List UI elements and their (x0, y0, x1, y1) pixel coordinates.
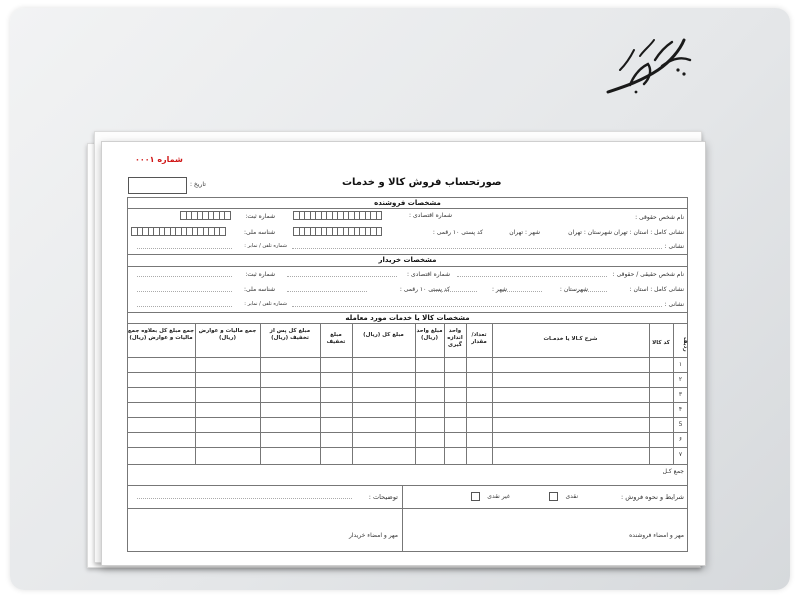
seller-postal-boxes[interactable] (294, 227, 382, 236)
seller-postal-label: کد پستی ۱۰ رقمی : (432, 229, 483, 236)
seller-registration-label: شماره ثبت: (245, 213, 275, 220)
row-number-3: ۳ (678, 391, 683, 398)
terms-label: شرایط و نحوه فروش : (621, 493, 684, 501)
seller-name-label: نام شخص حقوقی : (635, 214, 684, 221)
col-qty: تعداد/ مقدار (471, 332, 487, 345)
cash-label: نقدی (565, 493, 578, 500)
invoice-number: شماره ۰۰۰۱ (135, 155, 183, 164)
seller-national-id-boxes[interactable] (132, 227, 226, 236)
seller-signature-label: مهر و امضاء فروشنده (629, 532, 684, 539)
items-header: مشخصات کالا یا خدمات مورد معامله (345, 314, 470, 322)
col-after-discount: مبلغ کل پس از تخفیف (ریال) (269, 328, 311, 341)
seller-economic-label: شماره اقتصادی : (409, 212, 452, 219)
seller-address-label: نشانی کامل : استان : تهران (613, 229, 684, 236)
seller-phone-label: شماره تلفن / نمابر : (244, 243, 287, 249)
row-number-7: ۷ (678, 451, 683, 458)
row-number-6: ۶ (678, 436, 683, 443)
col-unit: واحد اندازه گیری (447, 328, 463, 348)
buyer-town-label: شهر : (491, 286, 507, 293)
noncash-checkbox[interactable] (471, 492, 480, 501)
row-number-4: ۴ (678, 406, 683, 413)
seller-header: مشخصات فروشنده (374, 199, 441, 207)
buyer-phone-label: شماره تلفن / نمابر : (244, 301, 287, 307)
buyer-registration-label: شماره ثبت: (245, 271, 275, 278)
buyer-address2-label: نشانی : (664, 301, 684, 308)
cash-checkbox[interactable] (549, 492, 558, 501)
date-field[interactable] (128, 177, 187, 194)
col-total: مبلغ کل (ریال) (363, 332, 404, 338)
row-number-5: 5 (678, 421, 683, 428)
buyer-postal-label: کد پستی ۱۰ رقمی : (399, 286, 450, 293)
row-number-2: ۲ (678, 376, 683, 383)
buyer-name-label: نام شخص حقیقی / حقوقی : (612, 271, 684, 278)
invoice-sheet (101, 141, 706, 566)
date-label: تاریخ : (190, 181, 206, 188)
seller-city-label: شهرستان : تهران (568, 229, 612, 236)
col-code: کد کالا (652, 340, 670, 346)
row-number-1: ۱ (678, 361, 683, 368)
col-tax: جمع مالیات و عوارض (ریال) (198, 328, 257, 341)
form-title: صورتحساب فروش کالا و خدمات (342, 177, 502, 188)
col-desc: شرح کـالا یا خدمـات (543, 336, 598, 342)
seller-registration-boxes[interactable] (181, 211, 231, 220)
col-row: ردیف (682, 337, 688, 352)
col-grand: جمع مبلغ کل بعلاوه جمع مالیات و عوارض (ریال) (127, 328, 195, 341)
noncash-label: غیر نقدی (487, 493, 510, 500)
notes-label: توضیحات : (368, 493, 398, 501)
col-discount: مبلغ تخفیف (326, 332, 346, 345)
buyer-economic-label: شماره اقتصادی : (407, 271, 450, 278)
seller-address2-label: نشانی : (664, 243, 684, 250)
tehran-dila-logo (600, 30, 700, 105)
buyer-address-label: نشانی کامل : استان : (629, 286, 684, 293)
col-unit-price: مبلغ واحد (ریال) (416, 328, 443, 341)
buyer-city-label: شهرستان : (559, 286, 588, 293)
seller-national-id-label: شناسه ملی: (243, 229, 275, 236)
buyer-header: مشخصات خریدار (378, 256, 437, 264)
buyer-signature-label: مهر و امضاء خریدار (348, 532, 398, 539)
seller-economic-boxes[interactable] (294, 211, 382, 220)
sum-label: جمع کـل (662, 468, 684, 475)
buyer-national-id-label: شناسه ملی: (243, 286, 275, 293)
seller-town-label: شهر : تهران (509, 229, 540, 236)
